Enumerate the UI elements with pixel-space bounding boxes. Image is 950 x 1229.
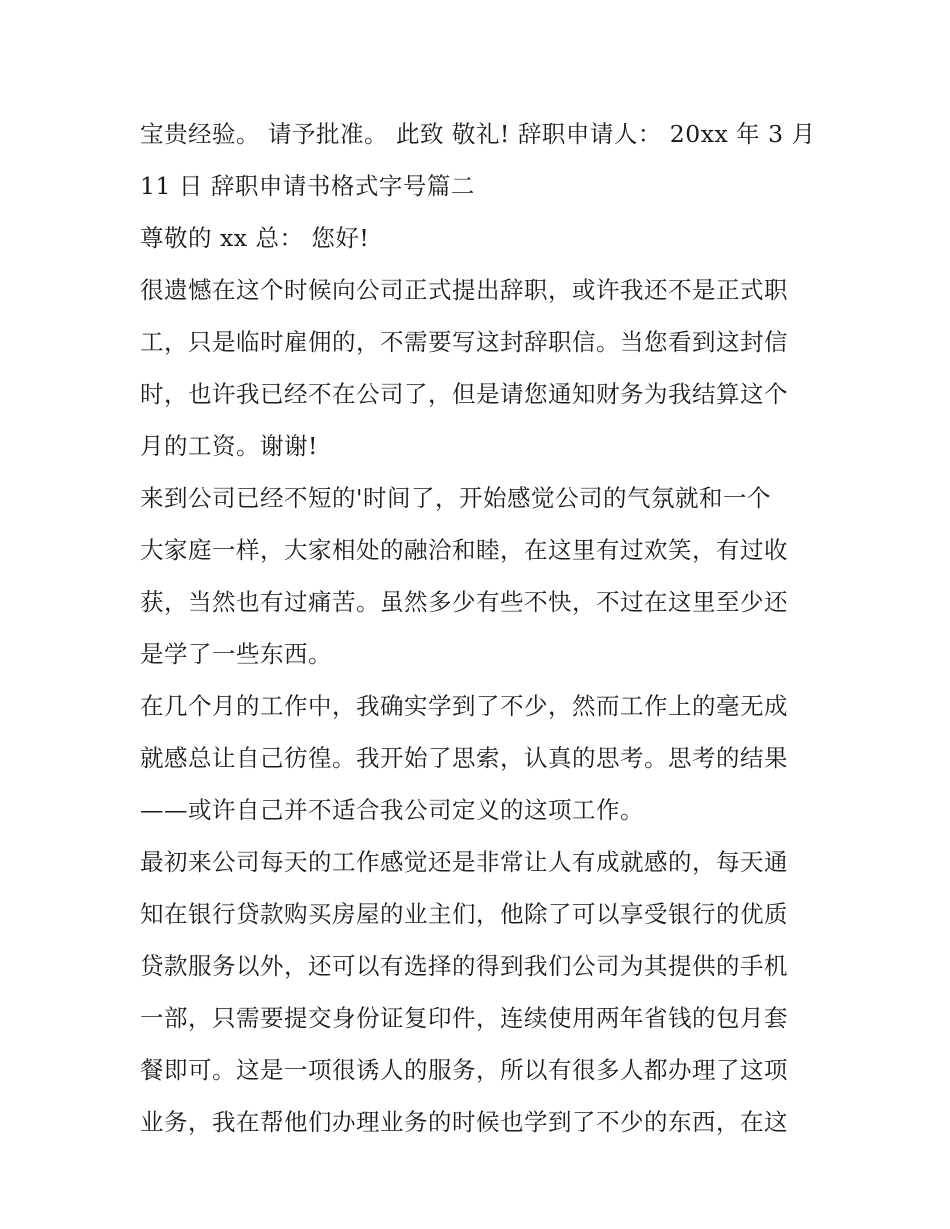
text-line: 在几个月的工作中，我确实学到了不少，然而工作上的毫无成 <box>140 692 788 720</box>
text-line: 是学了一些东西。 <box>140 640 332 668</box>
text-line: 就感总让自己彷徨。我开始了思索，认真的思考。思考的结果 <box>140 744 788 772</box>
paragraph-closing <box>140 108 820 212</box>
text-line: 月的工资。谢谢! <box>140 432 318 460</box>
text-line: 来到公司已经不短的'时间了，开始感觉公司的气氛就和一个 <box>140 484 771 512</box>
text-line: 大家庭一样，大家相处的融洽和睦，在这里有过欢笑，有过收 <box>140 536 788 564</box>
paragraph-body <box>140 472 820 680</box>
paragraph-body <box>140 264 820 472</box>
paragraph-body <box>140 836 820 1148</box>
text-line: 最初来公司每天的工作感觉还是非常让人有成就感的，每天通 <box>140 848 788 876</box>
text-line: 获，当然也有过痛苦。虽然多少有些不快，不过在这里至少还 <box>140 588 788 616</box>
text-line: 业务，我在帮他们办理业务的时候也学到了不少的东西，在这 <box>140 1108 788 1136</box>
document-body <box>140 108 820 1148</box>
text-line: 11 日 辞职申请书格式字号篇二 <box>140 172 475 200</box>
text-line: 知在银行贷款购买房屋的业主们，他除了可以享受银行的优质 <box>140 900 788 928</box>
paragraph-salutation <box>140 212 820 264</box>
paragraph-body <box>140 680 820 836</box>
text-line: 餐即可。这是一项很诱人的服务，所以有很多人都办理了这项 <box>140 1056 788 1084</box>
text-line: 宝贵经验。 请予批准。 此致 敬礼! 辞职申请人： 20xx 年 3 月 <box>140 120 816 148</box>
text-line: 尊敬的 xx 总： 您好! <box>140 224 370 252</box>
text-line: 工，只是临时雇佣的，不需要写这封辞职信。当您看到这封信 <box>140 328 788 356</box>
text-line: 时，也许我已经不在公司了，但是请您通知财务为我结算这个 <box>140 380 788 408</box>
text-line: ——或许自己并不适合我公司定义的这项工作。 <box>140 796 644 824</box>
text-line: 一部，只需要提交身份证复印件，连续使用两年省钱的包月套 <box>140 1004 788 1032</box>
text-line: 很遗憾在这个时候向公司正式提出辞职，或许我还不是正式职 <box>140 276 788 304</box>
text-line: 贷款服务以外，还可以有选择的得到我们公司为其提供的手机 <box>140 952 788 980</box>
